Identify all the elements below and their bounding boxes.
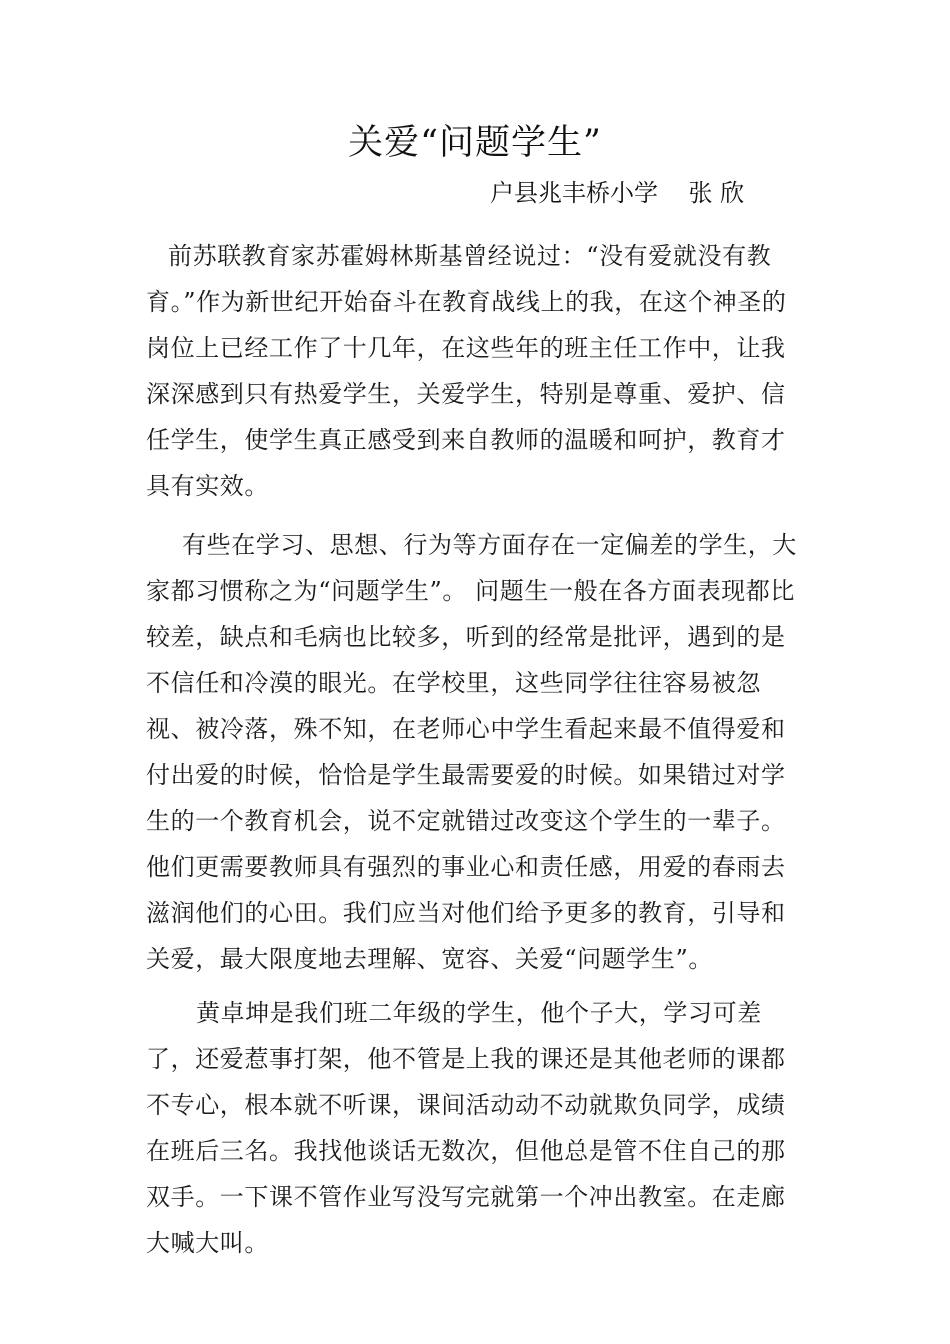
paragraph-1: 前苏联教育家苏霍姆林斯基曾经说过：“没有爱就没有教育。”作为新世纪开始奋斗在教育战线上的我，在这个神圣的岗位上已经工作了十几年，在这些年的班主任工作中，让我深深感到只有热爱学生，关爱学生，特别是尊重、爱护、信任学生，使学生真正感受到来自教师的温暖和呵护，教育才具有实效。	[146, 242, 787, 500]
paragraph-3: 黄卓坤是我们班二年级的学生，他个子大，学习可差了，还爱惹事打架，他不管是上我的课还是其他老师的课都不专心，根本就不听课，课间活动动不动就欺负同学，成绩在班后三名。我找他谈话无数次，但他总是管不住自己的那双手。一下课不管作业写没写完就第一个冲出教室。在走廊大喊大叫。	[146, 999, 786, 1257]
author-line: 户县兆丰桥小学 张 欣	[490, 179, 745, 207]
document-title: 关爱“问题学生”	[348, 123, 602, 163]
paragraph-2: 有些在学习、思想、行为等方面存在一定偏差的学生，大家都习惯称之为“问题学生”。 问题生一般在各方面表现都比较差，缺点和毛病也比较多，听到的经常是批评，遇到的是不信任和冷漠的眼光。在学校里，这些同学往往容易被忽视、被冷落，殊不知，在老师心中学生看起来最不值得爱和付出爱的时候，恰恰是学生最需要爱的时候。如果错过对学生的一个教育机会，说不定就错过改变这个学生的一辈子。他们更需要教师具有强烈的事业心和责任感，用爱的春雨去滋润他们的心田。我们应当对他们给予更多的教育，引导和关爱，最大限度地去理解、宽容、关爱“问题学生”。	[146, 531, 797, 973]
